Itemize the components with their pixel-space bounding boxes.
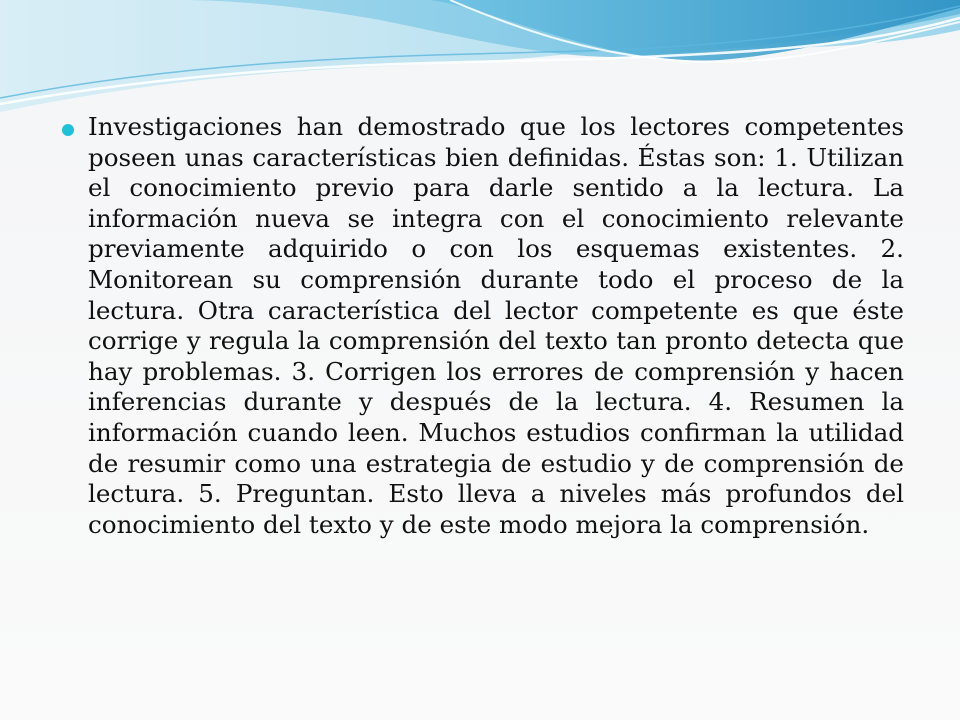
slide-content xyxy=(62,112,904,540)
bullet-paragraph: Investigaciones han demostrado que los lectores competentes poseen unas características bien definidas. Éstas son: 1. Utilizan el conocimiento previo para darle sentido a la lectura. La información nueva se integra con el conocimiento relevante previamente adquirido o con los esquemas existentes. 2. Monitorean su comprensión durante todo el proceso de la lectura. Otra característica del lector competente es que éste corrige y regula la comprensión del texto tan pronto detecta que hay problemas. 3. Corrigen los errores de comprensión y hacen inferencias durante y después de la lectura. 4. Resumen la información cuando leen. Muchos estudios confirman la utilidad de resumir como una estrategia de estudio y de comprensión de lectura. 5. Preguntan. Esto lleva a niveles más profundos del conocimiento del texto y de este modo mejora la comprensión. xyxy=(88,112,904,539)
bullet-item xyxy=(62,112,904,540)
bullet-dot-icon xyxy=(62,124,74,136)
decorative-wave-header xyxy=(0,0,960,120)
